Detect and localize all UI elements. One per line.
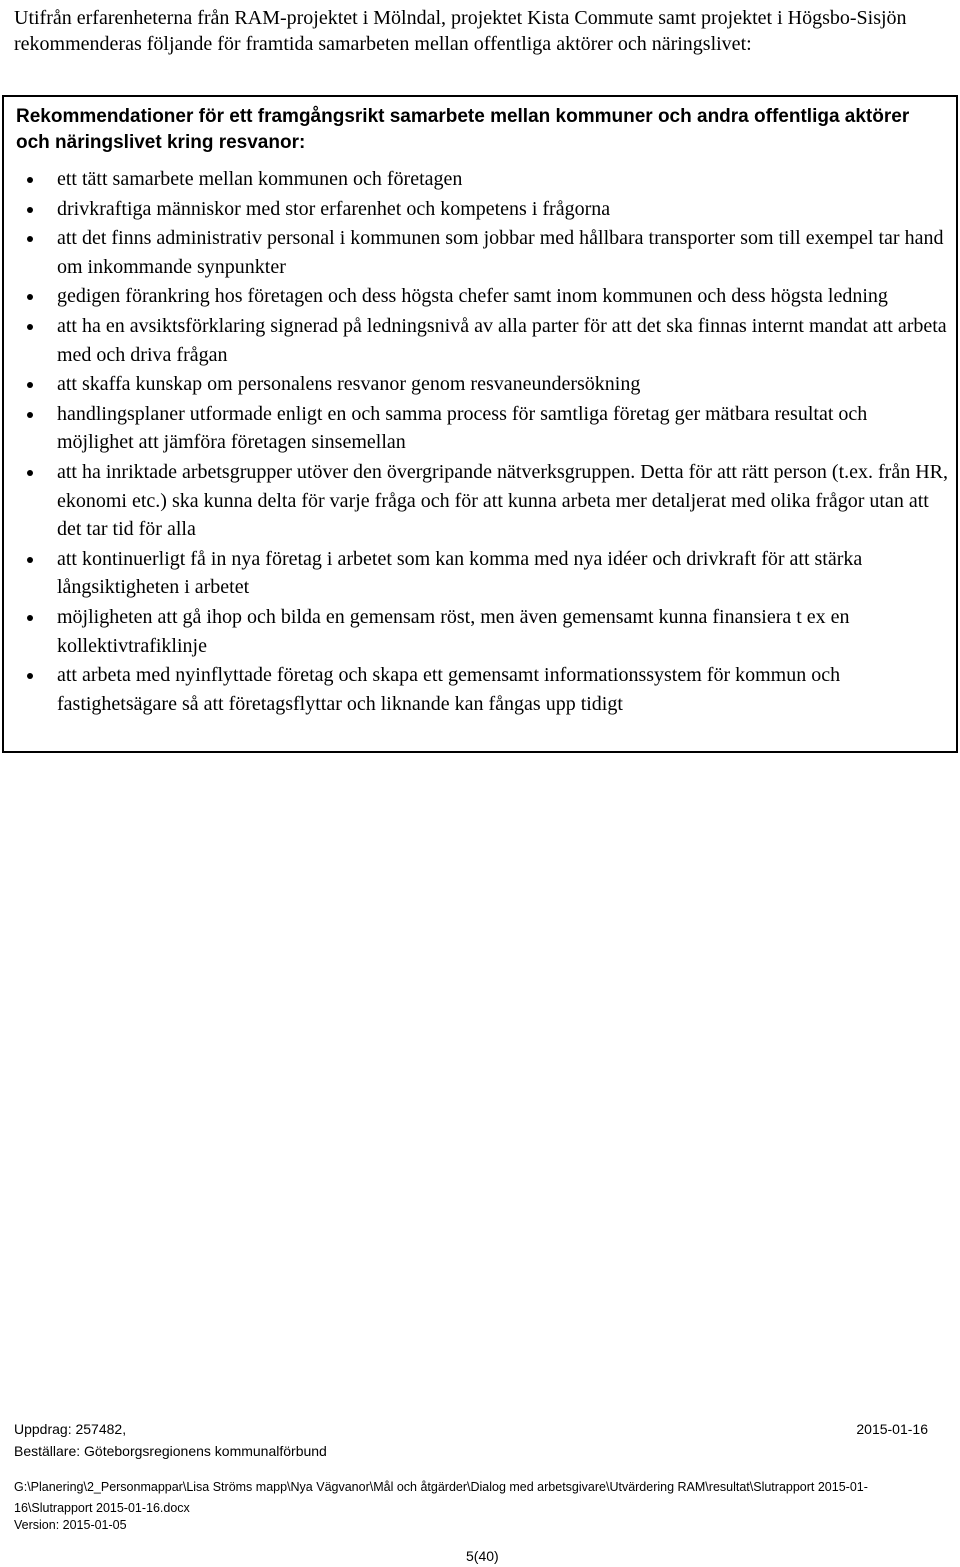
list-item: ett tätt samarbete mellan kommunen och företagen: [4, 165, 956, 194]
bullet-icon: [27, 294, 33, 300]
bullet-icon: [27, 236, 33, 242]
list-item: att ha inriktade arbetsgrupper utöver den övergripande nätverksgruppen. Detta för att rätt person (t.ex. från HR, ekonomi etc.) ska kunna delta för varje fråga och för att kunna arbeta mer detaljerat med olika frågor utan att det tar tid för alla: [4, 458, 956, 544]
list-item: att arbeta med nyinflyttade företag och skapa ett gemensamt informationssystem för kommun och fastighetsägare så att företagsflyttar och liknande kan fångas upp tidigt: [4, 661, 956, 718]
assignment-number: Uppdrag: 257482,: [14, 1421, 127, 1437]
file-path: G:\Planering\2_Personmappar\Lisa Ströms mapp\Nya Vägvanor\Mål och åtgärder\Dialog med arbetsgivare\Utvärdering RAM\resultat\Slutrapport 2015-01-16\Slutrapport 2015-01-16.docx: [14, 1480, 868, 1515]
bullet-icon: [27, 382, 33, 388]
bullet-icon: [27, 207, 33, 213]
footer-date: 2015-01-16: [856, 1421, 928, 1437]
list-item: gedigen förankring hos företagen och dess högsta chefer samt inom kommunen och dess högsta ledning: [4, 282, 956, 311]
recommendations-box: [2, 95, 958, 753]
bullet-icon: [27, 177, 33, 183]
list-item: att det finns administrativ personal i kommunen som jobbar med hållbara transporter som till exempel tar hand om inkommande synpunkter: [4, 224, 956, 281]
recommendations-heading: Rekommendationer för ett framgångsrikt samarbete mellan kommuner och andra offentliga aktörer och näringslivet kring resvanor:: [16, 106, 910, 153]
list-item: att ha en avsiktsförklaring signerad på ledningsnivå av alla parter för att det ska finnas internt mandat att arbeta med och driva frågan: [4, 312, 956, 369]
footer-assignment-row: [14, 1421, 944, 1437]
version-label: Version: 2015-01-05: [14, 1518, 127, 1532]
bullet-icon: [27, 557, 33, 563]
intro-paragraph: Utifrån erfarenheterna från RAM-projektet i Mölndal, projektet Kista Commute samt projektet i Högsbo-Sisjön rekommenderas följande för framtida samarbeten mellan offentliga aktörer och näringslivet:: [14, 7, 907, 55]
bullet-icon: [27, 324, 33, 330]
list-item: drivkraftiga människor med stor erfarenhet och kompetens i frågorna: [4, 195, 956, 224]
bullet-icon: [27, 470, 33, 476]
list-item: att skaffa kunskap om personalens resvanor genom resvaneundersökning: [4, 370, 956, 399]
list-item: handlingsplaner utformade enligt en och samma process för samtliga företag ger mätbara resultat och möjlighet att jämföra företagen sinsemellan: [4, 400, 956, 457]
bullet-icon: [27, 615, 33, 621]
list-item: att kontinuerligt få in nya företag i arbetet som kan komma med nya idéer och drivkraft för att stärka långsiktigheten i arbetet: [4, 545, 956, 602]
client-name: Beställare: Göteborgsregionens kommunalförbund: [14, 1443, 327, 1459]
bullet-icon: [27, 412, 33, 418]
footer-client-row: [14, 1443, 944, 1459]
recommendations-list: [4, 165, 956, 719]
bullet-icon: [27, 673, 33, 679]
page-number: 5(40): [466, 1548, 499, 1564]
list-item: möjligheten att gå ihop och bilda en gemensam röst, men även gemensamt kunna finansiera t ex en kollektivtrafiklinje: [4, 603, 956, 660]
